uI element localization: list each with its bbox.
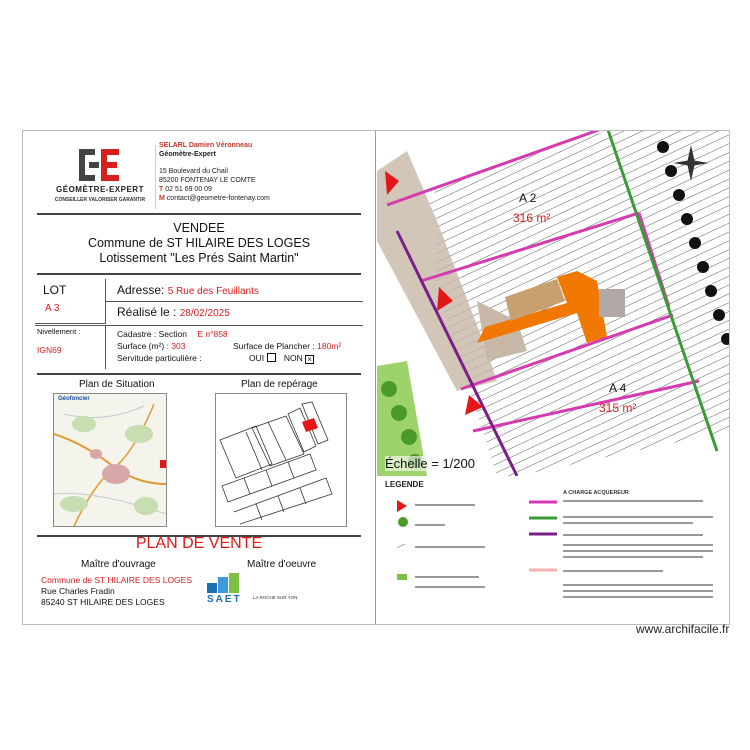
scale-label: Échelle = 1/200 xyxy=(385,456,475,471)
nivellement-label: Nivellement : xyxy=(37,327,81,336)
saet-logo xyxy=(207,573,249,617)
saet-city: LA ROCHE SUR YON xyxy=(253,595,298,600)
owner-line3: 85240 ST HILAIRE DES LOGES xyxy=(41,597,165,607)
logo xyxy=(45,145,156,209)
plan-de-vente-title: PLAN DE VENTE xyxy=(135,535,263,552)
commune: Commune de ST HILAIRE DES LOGES xyxy=(87,236,311,250)
lot-value: A 3 xyxy=(45,303,60,314)
title-block xyxy=(23,131,376,624)
ouvrage-label: Maître d'ouvrage xyxy=(81,559,156,570)
lot-a4-label: A 4 xyxy=(609,381,627,395)
adresse-label: Adresse: xyxy=(117,283,165,297)
firm-phone: 02 51 69 00 09 xyxy=(165,186,212,193)
lot-label: LOT xyxy=(43,283,67,297)
lot-a4-area: 315 m² xyxy=(599,401,637,415)
firm-info xyxy=(159,141,270,203)
header xyxy=(37,137,361,215)
legend-symbols xyxy=(379,494,727,624)
plancher-label: Surface de Plancher : xyxy=(233,341,315,351)
mail-prefix: M xyxy=(159,195,165,202)
reperage-title: Plan de repérage xyxy=(241,379,318,390)
logo-tagline: CONSEILLER VALORISER GARANTIR xyxy=(54,197,146,203)
lot-a2-area: 316 m² xyxy=(513,211,551,225)
reperage-map-drawing xyxy=(216,394,346,526)
maitres-block xyxy=(37,559,361,623)
plans-block xyxy=(37,373,361,537)
firm-title: Géomètre-Expert xyxy=(159,151,216,158)
department: VENDEE xyxy=(173,221,225,235)
situation-map xyxy=(53,393,167,527)
oui-checkbox[interactable] xyxy=(267,353,276,362)
plot-plan xyxy=(377,131,729,624)
logo-name: GÉOMÈTRE-EXPERT xyxy=(56,185,144,194)
firm-name: SELARL Damien Véronneau xyxy=(159,142,253,149)
geoportal-label: Géofoncier xyxy=(58,396,90,402)
plan-sheet xyxy=(22,130,730,625)
cadastre-label: Cadastre : Section xyxy=(117,329,187,339)
charge-title: A CHARGE ACQUEREUR xyxy=(563,490,629,496)
firm-address1: 15 Boulevard du Chail xyxy=(159,168,228,175)
lot-box xyxy=(35,279,106,324)
owner-line1: Commune de ST HILAIRE DES LOGES xyxy=(41,575,193,585)
lotissement: Lotissement "Les Prés Saint Martin" xyxy=(99,251,299,265)
nivellement-value: IGN69 xyxy=(37,345,62,355)
surface-value: 303 xyxy=(171,341,186,351)
non-label: NON xyxy=(283,353,303,363)
firm-email[interactable]: contact@geometre-fontenay.com xyxy=(166,195,270,202)
legend xyxy=(379,476,727,622)
lot-a2-label: A 2 xyxy=(519,191,537,205)
project-block xyxy=(37,221,361,275)
plot-map-drawing xyxy=(377,131,729,476)
geometre-logo-icon xyxy=(75,147,123,183)
saet-name: SAET xyxy=(207,594,242,605)
cadastre-value: E n°858 xyxy=(197,329,228,339)
situation-title: Plan de Situation xyxy=(79,379,155,390)
servitude-label: Servitude particulière : xyxy=(117,353,202,363)
non-checkbox[interactable]: × xyxy=(305,355,314,364)
oui-label: OUI xyxy=(249,353,265,363)
lot-info xyxy=(37,279,361,369)
realise-value: 28/02/2025 xyxy=(179,308,230,319)
reperage-map xyxy=(215,393,347,527)
realise-label: Réalisé le : xyxy=(117,305,177,319)
oeuvre-label: Maître d'oeuvre xyxy=(247,559,317,570)
firm-address2: 85200 FONTENAY LE COMTE xyxy=(159,177,256,184)
plancher-value: 180m² xyxy=(317,341,342,351)
watermark[interactable]: www.archifacile.fr xyxy=(636,622,730,636)
situation-map-drawing xyxy=(54,394,166,526)
phone-prefix: T xyxy=(159,186,164,193)
legend-title: LEGENDE xyxy=(385,480,424,489)
owner-line2: Rue Charles Fradin xyxy=(41,586,115,596)
adresse-value: 5 Rue des Feuillants xyxy=(167,286,259,297)
surface-label: Surface (m²) : xyxy=(117,341,169,351)
